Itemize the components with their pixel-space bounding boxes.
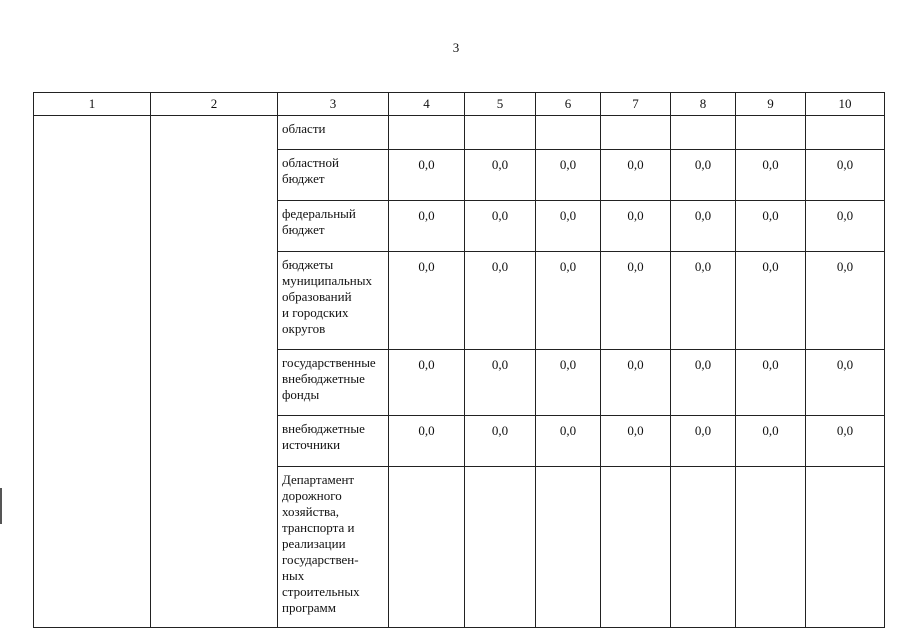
value-cell: 0,0 xyxy=(736,416,806,467)
value-cell xyxy=(806,467,885,628)
value-cell xyxy=(806,116,885,150)
value-cell: 0,0 xyxy=(806,416,885,467)
value-cell: 0,0 xyxy=(389,350,465,416)
value-cell xyxy=(736,467,806,628)
value-cell: 0,0 xyxy=(536,150,601,201)
value-cell: 0,0 xyxy=(465,416,536,467)
column-header-6: 6 xyxy=(536,93,601,116)
value-cell: 0,0 xyxy=(671,150,736,201)
value-cell: 0,0 xyxy=(806,150,885,201)
column-1-merged-cell xyxy=(34,116,151,628)
column-2-merged-cell xyxy=(151,116,278,628)
value-cell: 0,0 xyxy=(671,416,736,467)
value-cell xyxy=(536,467,601,628)
value-cell: 0,0 xyxy=(536,201,601,252)
value-cell: 0,0 xyxy=(465,150,536,201)
value-cell: 0,0 xyxy=(389,201,465,252)
row-label: областной бюджет xyxy=(278,150,389,201)
value-cell xyxy=(671,467,736,628)
value-cell: 0,0 xyxy=(806,350,885,416)
value-cell: 0,0 xyxy=(671,350,736,416)
page-number: 3 xyxy=(452,40,460,55)
column-header-8: 8 xyxy=(671,93,736,116)
row-label: бюджеты муниципальных образований и городских округов xyxy=(278,252,389,350)
value-cell: 0,0 xyxy=(806,201,885,252)
value-cell: 0,0 xyxy=(736,150,806,201)
row-label: государственные внебюджетные фонды xyxy=(278,350,389,416)
value-cell: 0,0 xyxy=(536,350,601,416)
column-header-4: 4 xyxy=(389,93,465,116)
value-cell: 0,0 xyxy=(736,252,806,350)
column-header-2: 2 xyxy=(151,93,278,116)
scan-margin-mark xyxy=(0,488,2,524)
column-header-7: 7 xyxy=(601,93,671,116)
value-cell: 0,0 xyxy=(671,252,736,350)
value-cell xyxy=(671,116,736,150)
value-cell xyxy=(389,467,465,628)
row-label: Департамент дорожного хозяйства, транспорта и реализации государствен- ных строительных программ xyxy=(278,467,389,628)
column-header-3: 3 xyxy=(278,93,389,116)
value-cell: 0,0 xyxy=(465,350,536,416)
value-cell: 0,0 xyxy=(465,252,536,350)
value-cell: 0,0 xyxy=(601,350,671,416)
value-cell: 0,0 xyxy=(465,201,536,252)
budget-table xyxy=(33,92,885,628)
column-header-1: 1 xyxy=(34,93,151,116)
row-label: федеральный бюджет xyxy=(278,201,389,252)
column-header-10: 10 xyxy=(806,93,885,116)
value-cell: 0,0 xyxy=(806,252,885,350)
value-cell: 0,0 xyxy=(671,201,736,252)
value-cell: 0,0 xyxy=(536,416,601,467)
table-row xyxy=(34,116,885,150)
header-row xyxy=(34,93,885,116)
value-cell: 0,0 xyxy=(601,150,671,201)
value-cell xyxy=(736,116,806,150)
value-cell xyxy=(601,116,671,150)
column-header-9: 9 xyxy=(736,93,806,116)
row-label: внебюджетные источники xyxy=(278,416,389,467)
value-cell: 0,0 xyxy=(389,252,465,350)
value-cell: 0,0 xyxy=(736,201,806,252)
value-cell: 0,0 xyxy=(536,252,601,350)
value-cell xyxy=(536,116,601,150)
value-cell: 0,0 xyxy=(736,350,806,416)
value-cell xyxy=(389,116,465,150)
column-header-5: 5 xyxy=(465,93,536,116)
value-cell: 0,0 xyxy=(389,416,465,467)
value-cell xyxy=(465,467,536,628)
value-cell: 0,0 xyxy=(601,416,671,467)
value-cell: 0,0 xyxy=(601,252,671,350)
value-cell: 0,0 xyxy=(601,201,671,252)
row-label: области xyxy=(278,116,389,150)
value-cell xyxy=(465,116,536,150)
value-cell: 0,0 xyxy=(389,150,465,201)
value-cell xyxy=(601,467,671,628)
